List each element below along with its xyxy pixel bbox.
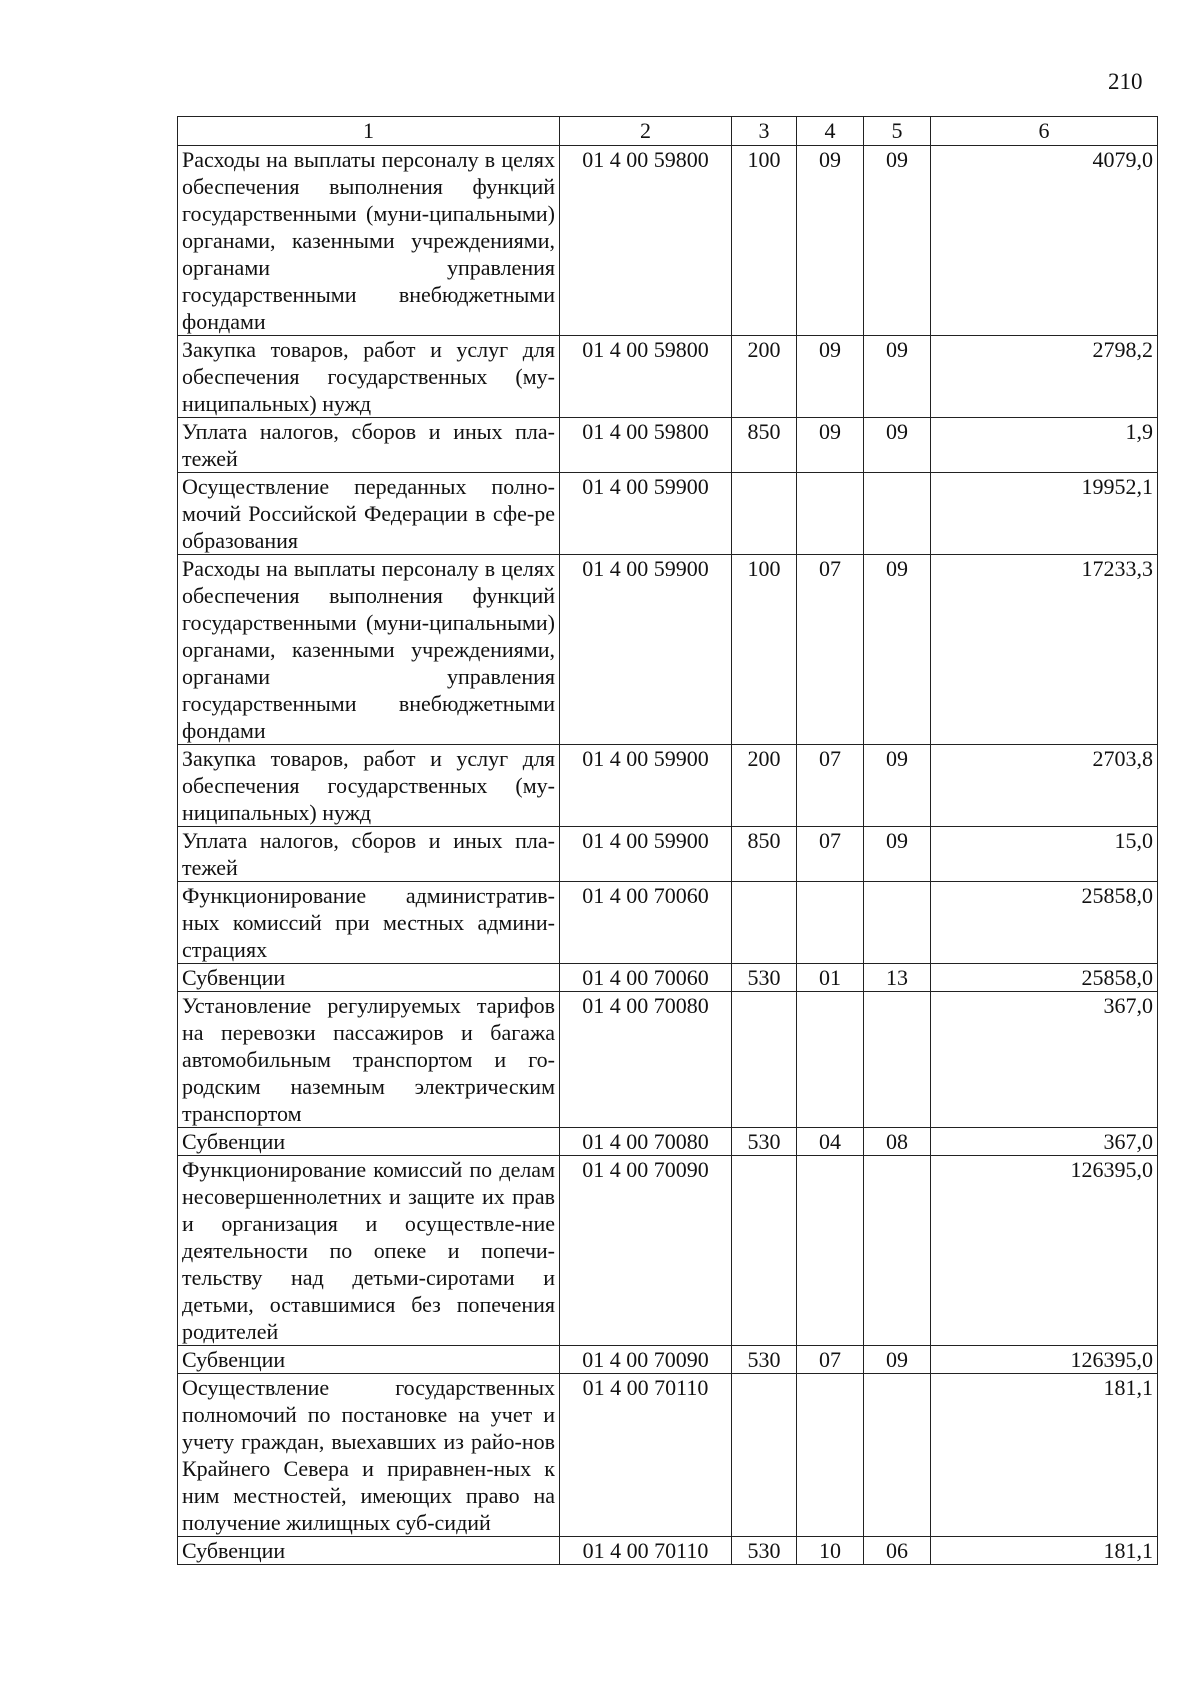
target-code-cell: 01 4 00 59900 xyxy=(560,827,732,882)
target-code-cell: 01 4 00 59800 xyxy=(560,336,732,418)
expense-type-cell xyxy=(732,473,797,555)
expense-type-cell xyxy=(732,1374,797,1537)
expense-type-cell: 200 xyxy=(732,336,797,418)
expense-name-cell: Субвенции xyxy=(178,1128,560,1156)
target-code-cell: 01 4 00 70110 xyxy=(560,1374,732,1537)
section-cell xyxy=(797,1374,864,1537)
amount-cell: 1,9 xyxy=(931,418,1158,473)
subsection-cell: 06 xyxy=(864,1537,931,1565)
column-header-4: 4 xyxy=(797,117,864,146)
table-row xyxy=(178,882,1158,964)
section-cell: 09 xyxy=(797,418,864,473)
table-row xyxy=(178,992,1158,1128)
subsection-cell: 09 xyxy=(864,336,931,418)
amount-cell: 17233,3 xyxy=(931,555,1158,745)
amount-cell: 2703,8 xyxy=(931,745,1158,827)
table-row xyxy=(178,1374,1158,1537)
column-header-6: 6 xyxy=(931,117,1158,146)
section-cell: 07 xyxy=(797,555,864,745)
section-cell: 10 xyxy=(797,1537,864,1565)
column-header-2: 2 xyxy=(560,117,732,146)
budget-table xyxy=(177,116,1158,1565)
target-code-cell: 01 4 00 70090 xyxy=(560,1346,732,1374)
table-row xyxy=(178,473,1158,555)
expense-name-cell: Расходы на выплаты персоналу в целях обеспечения выполнения функций государственными (муни-ципальными) органами, казенными учреждениями, органами управления государственными внебюджетными фондами xyxy=(178,555,560,745)
expense-name-cell: Уплата налогов, сборов и иных пла-тежей xyxy=(178,418,560,473)
expense-name-cell: Функционирование административ-ных комиссий при местных админи-страциях xyxy=(178,882,560,964)
subsection-cell: 09 xyxy=(864,418,931,473)
column-header-5: 5 xyxy=(864,117,931,146)
subsection-cell xyxy=(864,473,931,555)
section-cell: 07 xyxy=(797,827,864,882)
subsection-cell xyxy=(864,1374,931,1537)
column-header-3: 3 xyxy=(732,117,797,146)
section-cell: 04 xyxy=(797,1128,864,1156)
section-cell: 01 xyxy=(797,964,864,992)
subsection-cell: 09 xyxy=(864,827,931,882)
expense-name-cell: Субвенции xyxy=(178,964,560,992)
subsection-cell: 08 xyxy=(864,1128,931,1156)
subsection-cell: 09 xyxy=(864,1346,931,1374)
subsection-cell: 09 xyxy=(864,146,931,336)
amount-cell: 25858,0 xyxy=(931,964,1158,992)
expense-type-cell: 850 xyxy=(732,827,797,882)
table-row xyxy=(178,418,1158,473)
amount-cell: 15,0 xyxy=(931,827,1158,882)
expense-type-cell xyxy=(732,882,797,964)
target-code-cell: 01 4 00 70060 xyxy=(560,882,732,964)
amount-cell: 181,1 xyxy=(931,1537,1158,1565)
expense-type-cell: 100 xyxy=(732,146,797,336)
section-cell: 07 xyxy=(797,745,864,827)
target-code-cell: 01 4 00 59900 xyxy=(560,745,732,827)
section-cell: 09 xyxy=(797,146,864,336)
amount-cell: 2798,2 xyxy=(931,336,1158,418)
expense-name-cell: Функционирование комиссий по делам несовершеннолетних и защите их прав и организация и осуществле-ние деятельности по опеке и попечи-тельству над детьми-сиротами и детьми, оставшимися без попечения родителей xyxy=(178,1156,560,1346)
section-cell xyxy=(797,992,864,1128)
target-code-cell: 01 4 00 70080 xyxy=(560,992,732,1128)
table-row xyxy=(178,336,1158,418)
expense-type-cell xyxy=(732,992,797,1128)
expense-type-cell: 530 xyxy=(732,1128,797,1156)
table-row xyxy=(178,1346,1158,1374)
amount-cell: 367,0 xyxy=(931,992,1158,1128)
expense-name-cell: Осуществление государственных полномочий по постановке на учет и учету граждан, выехавших из райо-нов Крайнего Севера и приравнен-ных к ним местностей, имеющих право на получение жилищных суб-сидий xyxy=(178,1374,560,1537)
table-header-row xyxy=(178,117,1158,146)
expense-name-cell: Субвенции xyxy=(178,1537,560,1565)
expense-type-cell xyxy=(732,1156,797,1346)
expense-type-cell: 100 xyxy=(732,555,797,745)
amount-cell: 126395,0 xyxy=(931,1346,1158,1374)
target-code-cell: 01 4 00 59900 xyxy=(560,555,732,745)
target-code-cell: 01 4 00 70080 xyxy=(560,1128,732,1156)
subsection-cell: 09 xyxy=(864,555,931,745)
expense-type-cell: 850 xyxy=(732,418,797,473)
expense-name-cell: Установление регулируемых тарифов на перевозки пассажиров и багажа автомобильным транспортом и го-родским наземным электрическим транспортом xyxy=(178,992,560,1128)
table-row xyxy=(178,1128,1158,1156)
target-code-cell: 01 4 00 70090 xyxy=(560,1156,732,1346)
table-row xyxy=(178,555,1158,745)
column-header-1: 1 xyxy=(178,117,560,146)
table-row xyxy=(178,1537,1158,1565)
section-cell: 07 xyxy=(797,1346,864,1374)
target-code-cell: 01 4 00 59800 xyxy=(560,146,732,336)
table-row xyxy=(178,745,1158,827)
amount-cell: 181,1 xyxy=(931,1374,1158,1537)
expense-name-cell: Закупка товаров, работ и услуг для обеспечения государственных (му-ниципальных) нужд xyxy=(178,745,560,827)
amount-cell: 25858,0 xyxy=(931,882,1158,964)
expense-name-cell: Осуществление переданных полно-мочий Российской Федерации в сфе-ре образования xyxy=(178,473,560,555)
subsection-cell xyxy=(864,1156,931,1346)
target-code-cell: 01 4 00 59800 xyxy=(560,418,732,473)
section-cell xyxy=(797,1156,864,1346)
amount-cell: 19952,1 xyxy=(931,473,1158,555)
subsection-cell xyxy=(864,992,931,1128)
expense-type-cell: 530 xyxy=(732,964,797,992)
target-code-cell: 01 4 00 70110 xyxy=(560,1537,732,1565)
subsection-cell xyxy=(864,882,931,964)
table-row xyxy=(178,1156,1158,1346)
target-code-cell: 01 4 00 70060 xyxy=(560,964,732,992)
amount-cell: 4079,0 xyxy=(931,146,1158,336)
expense-name-cell: Закупка товаров, работ и услуг для обеспечения государственных (му-ниципальных) нужд xyxy=(178,336,560,418)
page-number: 210 xyxy=(1108,69,1143,94)
expense-type-cell: 530 xyxy=(732,1346,797,1374)
expense-type-cell: 530 xyxy=(732,1537,797,1565)
expense-name-cell: Субвенции xyxy=(178,1346,560,1374)
subsection-cell: 13 xyxy=(864,964,931,992)
subsection-cell: 09 xyxy=(864,745,931,827)
expense-name-cell: Уплата налогов, сборов и иных пла-тежей xyxy=(178,827,560,882)
section-cell: 09 xyxy=(797,336,864,418)
expense-type-cell: 200 xyxy=(732,745,797,827)
table-row xyxy=(178,964,1158,992)
section-cell xyxy=(797,882,864,964)
amount-cell: 126395,0 xyxy=(931,1156,1158,1346)
table-row xyxy=(178,146,1158,336)
section-cell xyxy=(797,473,864,555)
table-row xyxy=(178,827,1158,882)
target-code-cell: 01 4 00 59900 xyxy=(560,473,732,555)
expense-name-cell: Расходы на выплаты персоналу в целях обеспечения выполнения функций государственными (муни-ципальными) органами, казенными учреждениями, органами управления государственными внебюджетными фондами xyxy=(178,146,560,336)
amount-cell: 367,0 xyxy=(931,1128,1158,1156)
